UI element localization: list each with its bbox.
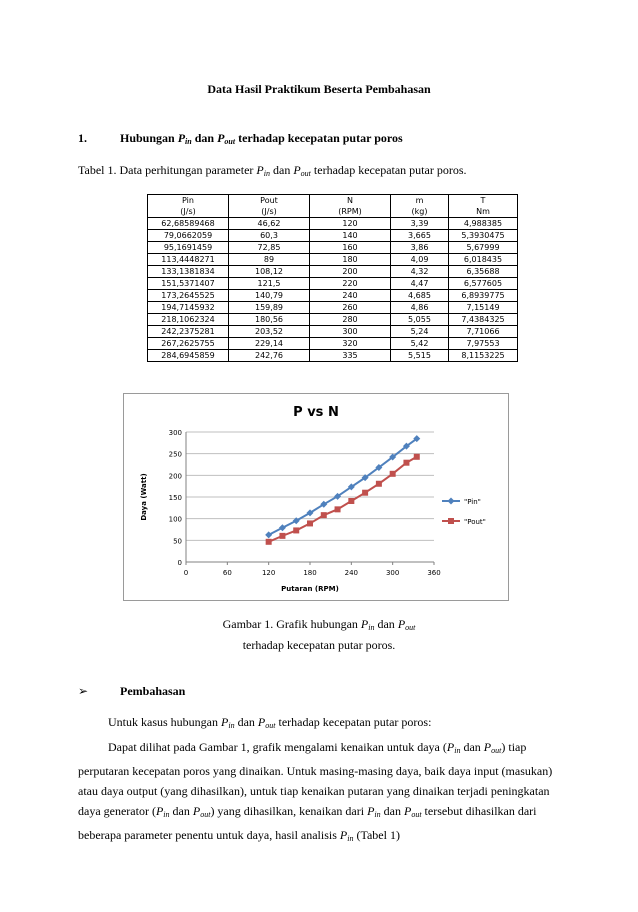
data-point-pout: [321, 512, 327, 518]
table-cell: 113,4448271: [148, 254, 229, 266]
table-cell: 320: [310, 338, 391, 350]
y-tick-label: 300: [168, 429, 182, 437]
table-header-cell: Pout: [229, 195, 310, 207]
section-heading: [78, 131, 403, 146]
sub-in: in: [347, 834, 354, 843]
caption-text: dan: [374, 617, 398, 631]
sub-in: in: [454, 746, 461, 755]
table-cell: 120: [310, 218, 391, 230]
figure-caption-line1: [0, 617, 638, 632]
table-row: [148, 230, 518, 242]
table-cell: 242,2375281: [148, 326, 229, 338]
heading-text: Pembahasan: [120, 684, 186, 698]
table-cell: 5,67999: [449, 242, 518, 254]
var-p: P: [403, 804, 412, 818]
sub-in: in: [185, 137, 192, 146]
y-tick-label: 50: [173, 537, 182, 546]
table-header-row: [148, 195, 518, 207]
table-cell: 5,3930475: [449, 230, 518, 242]
pvsn-chart: [124, 394, 508, 600]
data-point-pout: [293, 527, 299, 533]
x-axis-label: Putaran (RPM): [281, 585, 339, 593]
table-cell: 89: [229, 254, 310, 266]
table-cell: 72,85: [229, 242, 310, 254]
var-p: P: [256, 163, 264, 177]
table-unit-row: [148, 206, 518, 218]
section-text: dan: [191, 131, 218, 145]
table-row: [148, 314, 518, 326]
table-cell: 60,3: [229, 230, 310, 242]
table-cell: 5,055: [391, 314, 449, 326]
sub-in: in: [374, 810, 381, 819]
table-cell: 7,71066: [449, 326, 518, 338]
table-header-cell: T: [449, 195, 518, 207]
table-cell: 229,14: [229, 338, 310, 350]
data-point-pout: [362, 490, 368, 496]
table-cell: 95,1691459: [148, 242, 229, 254]
para-text: dan: [380, 804, 404, 818]
para-text: Untuk kasus hubungan: [108, 715, 221, 729]
table-cell: 4,09: [391, 254, 449, 266]
data-point-pout: [335, 506, 341, 512]
x-tick-label: 300: [385, 569, 400, 577]
var-p: P: [177, 131, 186, 145]
y-tick-label: 100: [168, 515, 182, 524]
data-point-pout: [376, 481, 382, 487]
table-cell: 4,988385: [449, 218, 518, 230]
caption-text: terhadap kecepatan putar poros.: [310, 163, 467, 177]
section-text: terhadap kecepatan putar poros: [235, 131, 403, 145]
table-cell: 5,515: [391, 350, 449, 362]
sub-in: in: [163, 810, 170, 819]
sub-out: out: [411, 810, 422, 819]
table-cell: 194,7145932: [148, 302, 229, 314]
para-text: tersebut dihasilkan dari beberapa parameter penentu untuk daya, hasil analisis: [78, 804, 537, 842]
section-text: Hubungan: [120, 131, 178, 145]
table-cell: 159,89: [229, 302, 310, 314]
table-cell: 200: [310, 266, 391, 278]
table-cell: 4,32: [391, 266, 449, 278]
x-tick-label: 180: [303, 569, 317, 577]
table-cell: 46,62: [229, 218, 310, 230]
data-point-pout: [414, 454, 420, 460]
chart-title: P vs N: [293, 405, 339, 420]
table-row: [148, 326, 518, 338]
para-text: dan: [234, 715, 258, 729]
var-p: P: [221, 715, 229, 729]
para-text: dan: [460, 740, 484, 754]
table-unit-cell: Nm: [449, 206, 518, 218]
caption-text: Tabel 1. Data perhitungan parameter: [78, 163, 257, 177]
table-header-cell: Pin: [148, 195, 229, 207]
var-p: P: [339, 828, 348, 842]
table-cell: 79,0662059: [148, 230, 229, 242]
sub-out: out: [265, 721, 276, 730]
sub-out: out: [405, 623, 416, 632]
para-text: Dapat dilihat pada Gambar 1, grafik mengalami kenaikan untuk daya (: [108, 740, 447, 754]
legend-marker: [448, 518, 454, 524]
table-row: [148, 254, 518, 266]
data-point-pout: [307, 520, 313, 526]
legend-label: "Pout": [464, 518, 486, 526]
table-unit-cell: (kg): [391, 206, 449, 218]
var-p: P: [155, 804, 164, 818]
table-cell: 280: [310, 314, 391, 326]
sub-out: out: [491, 746, 502, 755]
table-cell: 284,6945859: [148, 350, 229, 362]
table-cell: 260: [310, 302, 391, 314]
table-cell: 203,52: [229, 326, 310, 338]
table-cell: 108,12: [229, 266, 310, 278]
sub-in: in: [368, 623, 375, 632]
sub-out: out: [224, 137, 236, 146]
data-point-pout: [348, 498, 354, 504]
table-cell: 6,8939775: [449, 290, 518, 302]
table-cell: 3,86: [391, 242, 449, 254]
table-cell: 6,577605: [449, 278, 518, 290]
table-cell: 267,2625755: [148, 338, 229, 350]
table-cell: 5,42: [391, 338, 449, 350]
caption-text: Gambar 1. Grafik hubungan: [222, 617, 361, 631]
var-p: P: [257, 715, 266, 729]
table-cell: 242,76: [229, 350, 310, 362]
var-p: P: [217, 131, 225, 145]
table-cell: 180,56: [229, 314, 310, 326]
bullet-arrow-icon: ➢: [78, 684, 89, 698]
para-text: ) yang dihasilkan, kenaikan dari: [210, 804, 368, 818]
data-point-pout: [403, 460, 409, 466]
data-table: [147, 194, 518, 362]
sub-out: out: [200, 810, 211, 819]
table-cell: 7,4384325: [449, 314, 518, 326]
table-cell: 140: [310, 230, 391, 242]
table-cell: 335: [310, 350, 391, 362]
table-cell: 173,2645525: [148, 290, 229, 302]
table-cell: 4,47: [391, 278, 449, 290]
table-row: [148, 350, 518, 362]
x-tick-label: 0: [183, 569, 189, 577]
para-text: terhadap kecepatan putar poros:: [275, 715, 432, 729]
table-cell: 180: [310, 254, 391, 266]
var-p: P: [483, 740, 492, 754]
data-point-pout: [390, 471, 396, 477]
paragraph-2: [78, 737, 568, 849]
y-axis-label: Daya (Watt): [140, 473, 148, 521]
table-header-cell: N: [310, 195, 391, 207]
y-tick-label: 200: [168, 472, 182, 481]
var-p: P: [446, 740, 455, 754]
y-tick-label: 150: [168, 494, 182, 502]
table-cell: 3,665: [391, 230, 449, 242]
data-point-pout: [266, 539, 272, 545]
figure-caption-line2: terhadap kecepatan putar poros.: [242, 638, 396, 652]
table-cell: 121,5: [229, 278, 310, 290]
var-p: P: [367, 804, 375, 818]
table-unit-cell: (RPM): [310, 206, 391, 218]
table-row: [148, 290, 518, 302]
table-cell: 4,86: [391, 302, 449, 314]
table-header-cell: m: [391, 195, 449, 207]
x-tick-label: 120: [261, 569, 276, 577]
var-p: P: [192, 804, 201, 818]
table-cell: 220: [310, 278, 391, 290]
sub-in: in: [228, 721, 235, 730]
table-unit-cell: (J/s): [229, 206, 310, 218]
table-row: [148, 242, 518, 254]
table-unit-cell: (J/s): [148, 206, 229, 218]
data-point-pin: [265, 531, 272, 538]
var-p: P: [293, 163, 301, 177]
legend-label: "Pin": [464, 498, 481, 506]
data-point-pout: [279, 533, 285, 539]
table-row: [148, 278, 518, 290]
discussion-heading: [78, 684, 185, 699]
x-tick-label: 240: [344, 569, 359, 577]
table-cell: 240: [310, 290, 391, 302]
para-text: dan: [169, 804, 193, 818]
para-text: (Tabel 1): [353, 828, 400, 842]
series-line-pin: [269, 439, 417, 535]
table-cell: 3,39: [391, 218, 449, 230]
table-row: [148, 302, 518, 314]
table-cell: 300: [310, 326, 391, 338]
table-row: [148, 218, 518, 230]
x-tick-label: 60: [222, 569, 232, 577]
table-row: [148, 266, 518, 278]
table-cell: 6,35688: [449, 266, 518, 278]
paragraph-1: [78, 712, 568, 736]
table-cell: 6,018435: [449, 254, 518, 266]
caption-text: dan: [270, 163, 294, 177]
para-text: ) tiap perputaran kecepatan poros yang dinaikan. Untuk masing-masing daya, baik daya input (masukan) atau daya output (yang dihasilkan), untuk tiap kenaikan putaran yang dinaikan terjadi peningkatan daya generator (: [78, 740, 553, 818]
table-row: [148, 338, 518, 350]
y-tick-label: 0: [177, 559, 182, 567]
series-line-pout: [269, 457, 417, 542]
table-cell: 160: [310, 242, 391, 254]
var-p: P: [360, 617, 369, 631]
table-cell: 7,15149: [449, 302, 518, 314]
table-cell: 133,1381834: [148, 266, 229, 278]
var-p: P: [397, 617, 406, 631]
table-cell: 7,97553: [449, 338, 518, 350]
table-cell: 8,1153225: [449, 350, 518, 362]
table-caption: [78, 163, 467, 178]
y-tick-label: 250: [168, 450, 182, 459]
sub-out: out: [300, 169, 311, 178]
table-cell: 140,79: [229, 290, 310, 302]
table-cell: 62,68589468: [148, 218, 229, 230]
page-title: Data Hasil Praktikum Beserta Pembahasan: [207, 82, 431, 96]
table-cell: 218,1062324: [148, 314, 229, 326]
legend-marker: [448, 498, 455, 505]
table-cell: 4,685: [391, 290, 449, 302]
data-point-pin: [279, 524, 286, 531]
x-tick-label: 360: [427, 569, 441, 577]
table-cell: 151,5371407: [148, 278, 229, 290]
section-number: 1.: [78, 131, 87, 145]
chart-frame: [123, 393, 509, 601]
table-cell: 5,24: [391, 326, 449, 338]
sub-in: in: [263, 169, 270, 178]
